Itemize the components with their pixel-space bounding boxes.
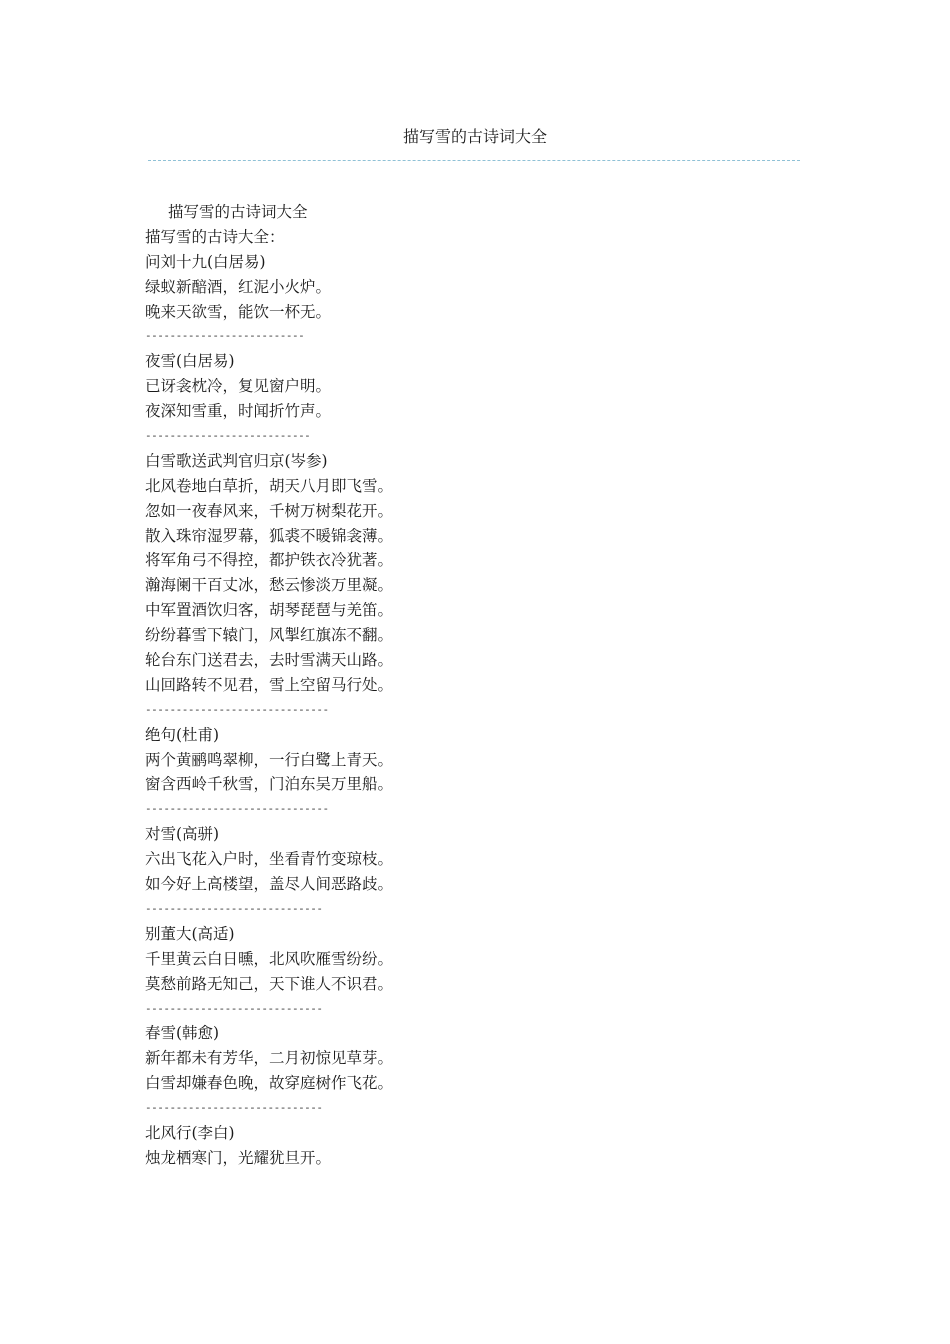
section-separator: --------------------------- — [145, 429, 311, 443]
text-line: 绝句(杜甫) — [145, 725, 220, 744]
text-line: 千里黄云白日曛，北风吹雁雪纷纷。 — [145, 949, 394, 968]
text-line: 晚来天欲雪，能饮一杯无。 — [145, 302, 332, 321]
text-line: 六出飞花入户时，坐看青竹变琼枝。 — [145, 850, 394, 869]
header-divider — [148, 160, 800, 161]
section-separator: ------------------------------ — [145, 702, 329, 716]
text-line: 中军置酒饮归客，胡琴琵琶与羌笛。 — [145, 601, 394, 620]
text-line: 别董大(高适) — [145, 924, 235, 943]
text-line: 散入珠帘湿罗幕，狐裘不暖锦衾薄。 — [145, 526, 394, 545]
text-line: 白雪歌送武判官归京(岑参) — [145, 451, 328, 470]
text-line: 将军角弓不得控，都护铁衣冷犹著。 — [145, 551, 394, 570]
text-line: 已讶衾枕冷，复见窗户明。 — [145, 377, 332, 396]
text-line: 纷纷暮雪下辕门，风掣红旗冻不翻。 — [145, 626, 394, 645]
text-line: 问刘十九(白居易) — [145, 252, 266, 271]
text-line: 夜深知雪重，时闻折竹声。 — [145, 402, 332, 421]
document-title: 描写雪的古诗词大全 — [168, 203, 308, 221]
text-line: 新年都未有芳华，二月初惊见草芽。 — [145, 1049, 394, 1068]
text-line: 北风卷地白草折，胡天八月即飞雪。 — [145, 476, 394, 495]
section-separator: ----------------------------- — [145, 1001, 323, 1015]
text-line: 描写雪的古诗大全： — [145, 227, 285, 246]
text-line: 白雪却嫌春色晚，故穿庭树作飞花。 — [145, 1074, 394, 1093]
section-separator: -------------------------- — [145, 329, 305, 343]
document-body — [145, 200, 805, 1171]
section-separator: ----------------------------- — [145, 901, 323, 915]
text-line: 绿蚁新醅酒，红泥小火炉。 — [145, 277, 332, 296]
text-line: 轮台东门送君去，去时雪满天山路。 — [145, 651, 394, 670]
text-line: 春雪(韩愈) — [145, 1024, 220, 1043]
text-line: 夜雪(白居易) — [145, 352, 235, 371]
section-separator: ----------------------------- — [145, 1101, 323, 1115]
text-line: 忽如一夜春风来，千树万树梨花开。 — [145, 501, 394, 520]
text-line: 瀚海阑干百丈冰，愁云惨淡万里凝。 — [145, 576, 394, 595]
text-line: 北风行(李白) — [145, 1123, 235, 1142]
text-line: 烛龙栖寒门，光耀犹旦开。 — [145, 1148, 332, 1167]
page-header-title: 描写雪的古诗词大全 — [402, 127, 547, 146]
text-line: 窗含西岭千秋雪，门泊东吴万里船。 — [145, 775, 394, 794]
text-line: 对雪(高骈) — [145, 825, 220, 844]
section-separator: ------------------------------ — [145, 802, 329, 816]
text-line: 两个黄鹂鸣翠柳，一行白鹭上青天。 — [145, 750, 394, 769]
text-line: 如今好上高楼望，盖尽人间恶路歧。 — [145, 875, 394, 894]
text-line: 莫愁前路无知己，天下谁人不识君。 — [145, 974, 394, 993]
text-line: 山回路转不见君，雪上空留马行处。 — [145, 675, 394, 694]
